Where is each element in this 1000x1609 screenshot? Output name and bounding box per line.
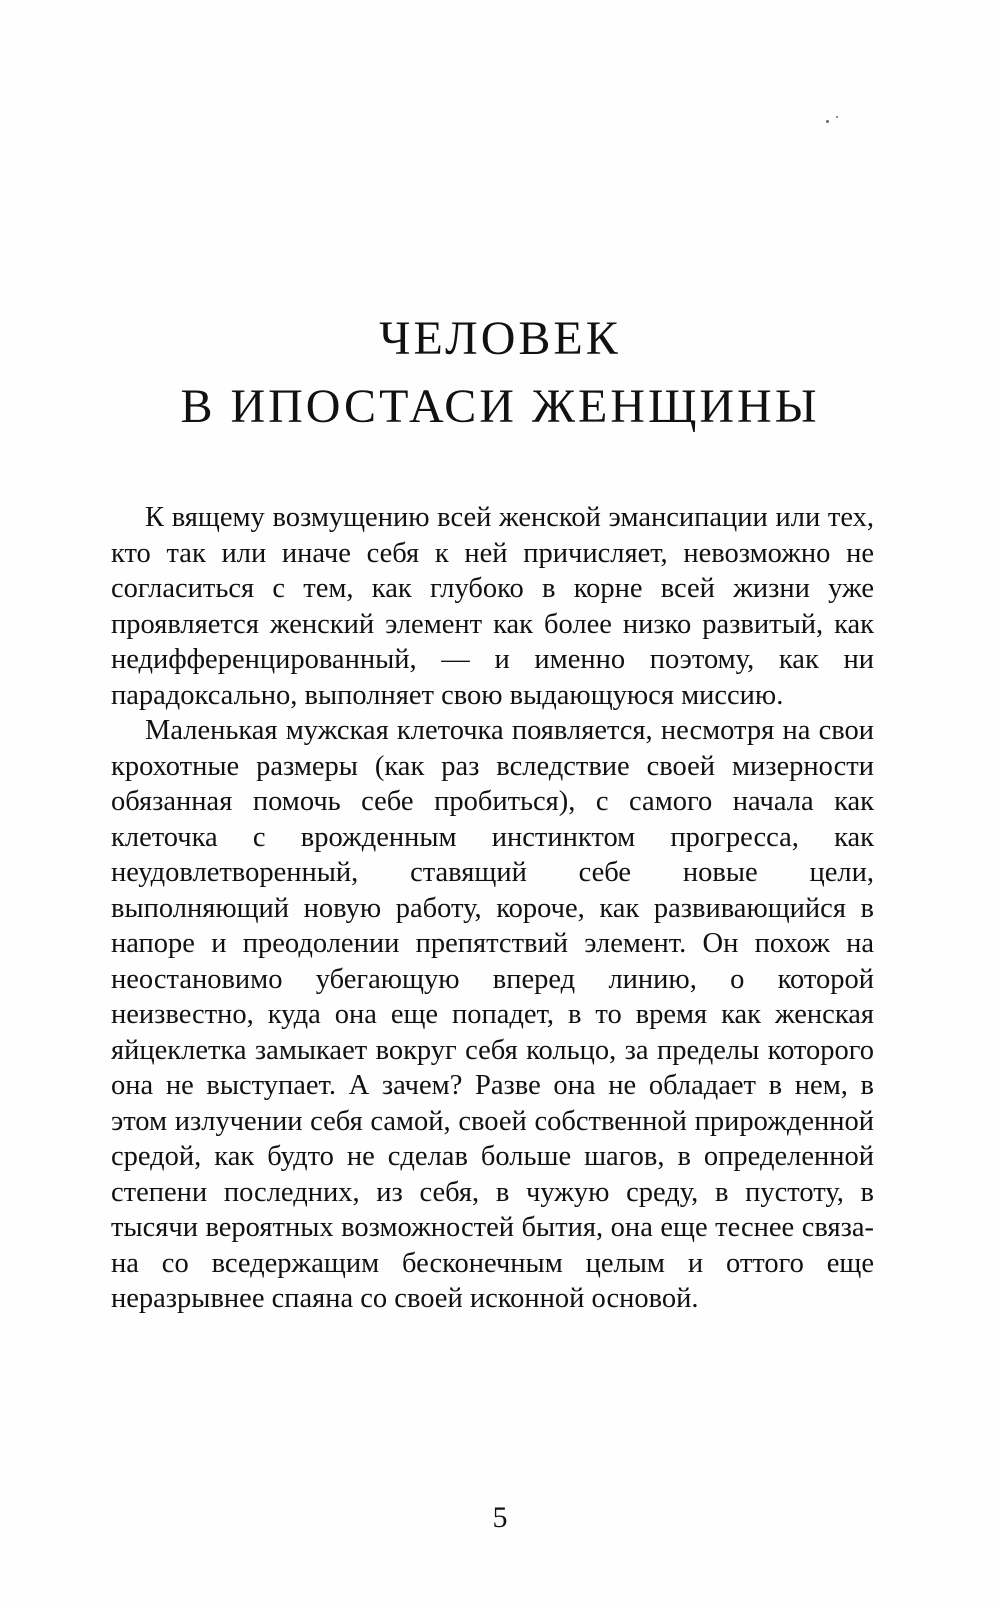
chapter-title-line-1: ЧЕЛОВЕК [379, 312, 621, 365]
body-text [111, 500, 874, 1317]
page-number: 5 [492, 1501, 508, 1534]
chapter-title [0, 305, 1000, 441]
print-speck [826, 120, 829, 123]
chapter-title-line-2: В ИПОСТАСИ ЖЕНЩИНЫ [180, 380, 820, 433]
paragraph-1: К вящему возмущению всей женской эмансипации или тех, кто так или иначе себя к ней причисляет, невозможно не согласиться с тем, как глубоко в корне всей жизни уже проявляется женский элемент как более низко развитый, как недифференцированный, — и именно поэтому, как ни парадоксально, выполняет свою выдающуюся миссию. [111, 502, 874, 711]
paragraph-2: Маленькая мужская клеточка появляется, несмотря на свои крохотные размеры (как раз вследствие своей мизерности обязанная помочь себе пробиться), с самого начала как клеточка с врожденным инстинктом прогресса, как неудовлетворенный, ставящий себе новые цели, выполняющий новую работу, короче, как развивающийся в напоре и преодолении препятствий элемент. Он похож на неостановимо убегающую вперед линию, о которой неизвестно, куда она еще попадет, в то время как женская яйцеклетка замыкает вокруг себя кольцо, за пределы которого она не выступает. А зачем? Разве она не обладает в нем, в этом излучении себя самой, своей собственной прирожденной средой, как будто не сделав больше шагов, в определенной степени последних, из себя, в чужую среду, в пустоту, в тысячи вероятных возможностей бытия, она еще теснее связана со вседержащим бесконечным целым и оттого еще неразрывнее спаяна со своей исконной основой. [111, 715, 874, 1314]
print-speck [836, 116, 838, 118]
